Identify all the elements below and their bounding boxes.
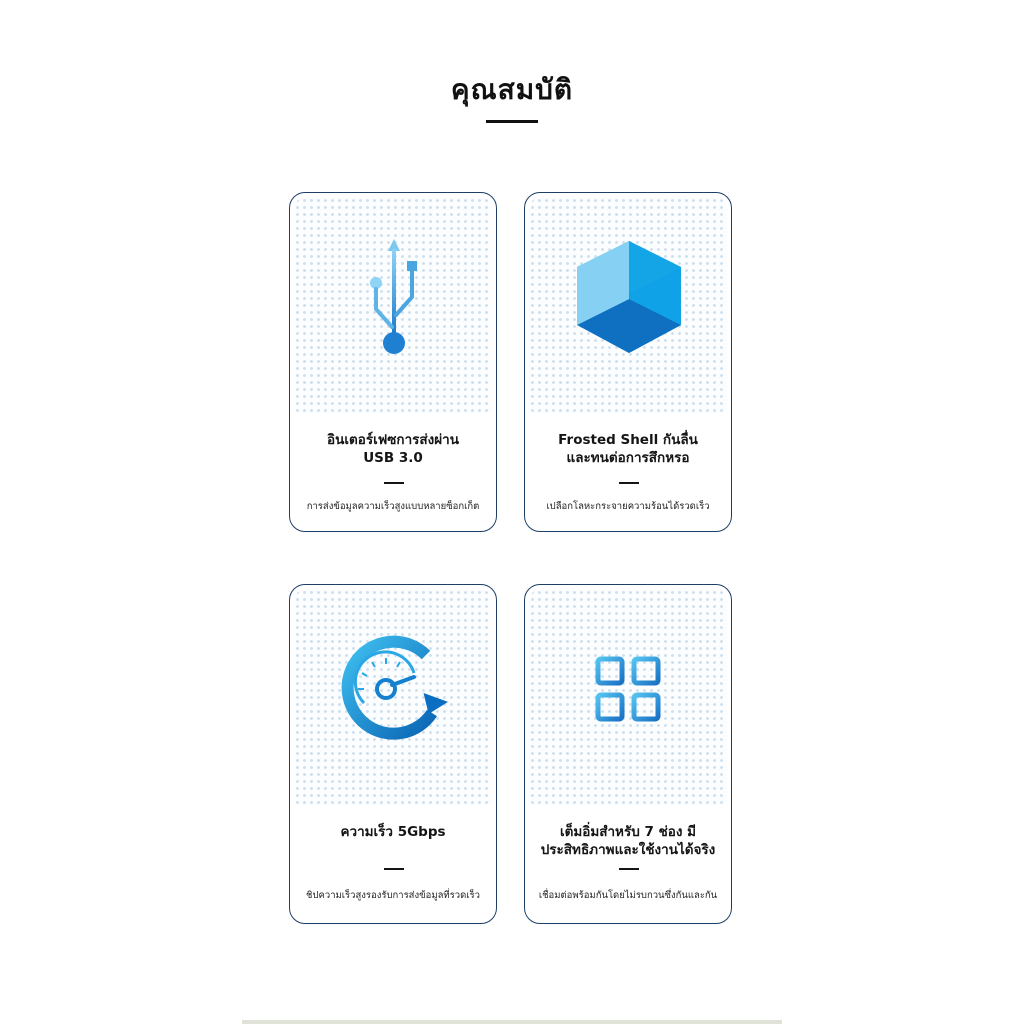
page-title: คุณสมบัติ [450, 73, 574, 106]
card-description: การส่งข้อมูลความเร็วสูงแบบหลายซ็อกเก็ต [306, 501, 480, 512]
bottom-image-edge [242, 1020, 782, 1024]
title-underline [486, 120, 538, 123]
card-description: เชื่อมต่อพร้อมกันโดยไม่รบกวนซึ่งกันและกัน [538, 890, 718, 901]
feature-card-shell [524, 192, 732, 532]
card-title-line1: ความเร็ว 5Gbps [340, 824, 446, 840]
usb-icon [290, 193, 497, 413]
card-divider [619, 868, 639, 870]
card-title-line1: Frosted Shell กันลื่น [558, 432, 698, 448]
card-divider [619, 482, 639, 484]
card-title [531, 431, 725, 467]
card-divider [384, 482, 404, 484]
feature-card-usb [289, 192, 497, 532]
speedometer-icon [290, 585, 497, 805]
card-title-line2: USB 3.0 [363, 450, 423, 466]
card-description: เปลือกโลหะกระจายความร้อนได้รวดเร็ว [546, 501, 710, 512]
card-title-line2: ประสิทธิภาพและใช้งานได้จริง [540, 842, 716, 858]
card-title-line1: เต็มอิ่มสำหรับ 7 ช่อง มี [559, 824, 697, 840]
card-title-line2: และทนต่อการสึกหรอ [566, 450, 690, 466]
grid-icon [525, 585, 732, 805]
card-title [296, 823, 490, 841]
card-description: ชิปความเร็วสูงรองรับการส่งข้อมูลที่รวดเร็ว [306, 890, 480, 901]
cube-icon [525, 193, 732, 413]
card-title [531, 823, 725, 859]
card-title-line1: อินเตอร์เฟซการส่งผ่าน [327, 432, 459, 448]
card-divider [384, 868, 404, 870]
feature-card-ports [524, 584, 732, 924]
feature-card-speed [289, 584, 497, 924]
card-title [296, 431, 490, 467]
